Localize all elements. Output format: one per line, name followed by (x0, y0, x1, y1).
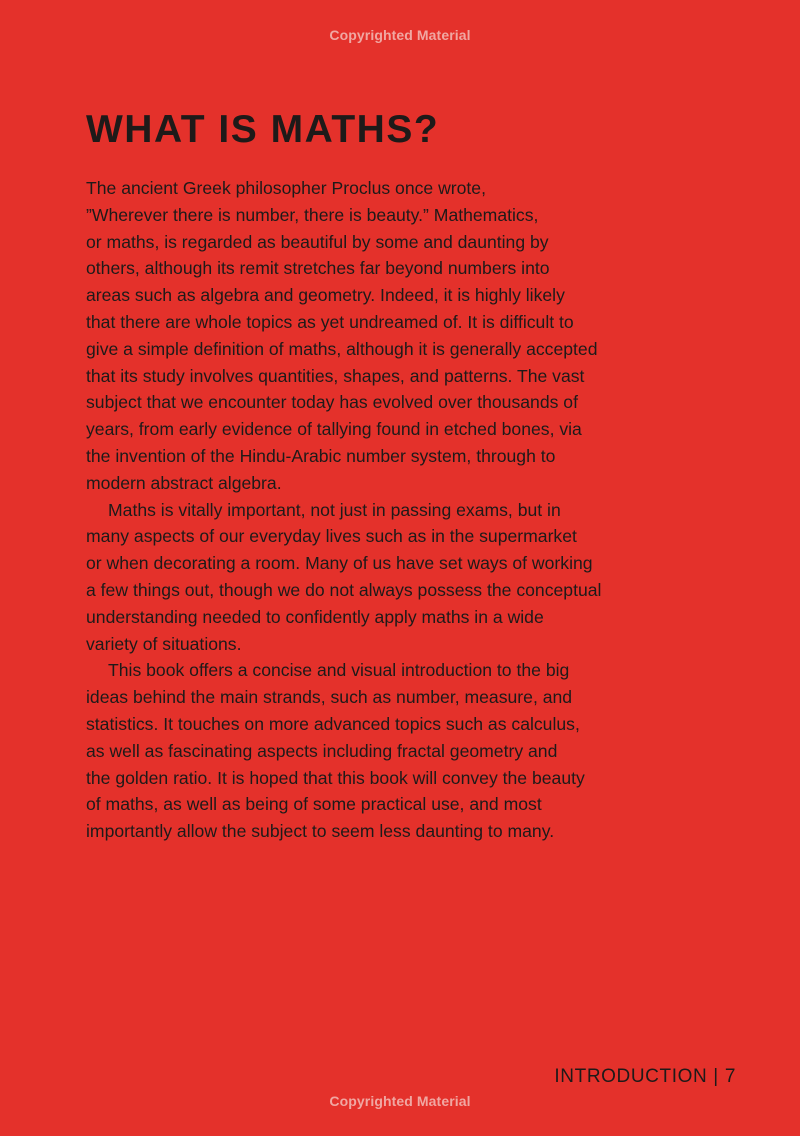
text-line: that there are whole topics as yet undreamed of. It is difficult to (86, 311, 574, 332)
text-line: Maths is vitally important, not just in passing exams, but in (108, 499, 561, 520)
page-number: 7 (724, 1066, 736, 1087)
text-line: of maths, as well as being of some practical use, and most (86, 794, 542, 815)
footer-separator: | (713, 1066, 719, 1087)
text-line: give a simple definition of maths, although it is generally accepted (86, 338, 598, 359)
copyright-watermark-top: Copyrighted Material (329, 27, 471, 43)
text-line: ideas behind the main strands, such as number, measure, and (86, 687, 573, 708)
text-line: ”Wherever there is number, there is beauty.” Mathematics, (86, 204, 539, 225)
text-line: the invention of the Hindu-Arabic number system, through to (86, 445, 556, 466)
paragraph-3 (86, 657, 726, 845)
text-line: This book offers a concise and visual introduction to the big (108, 660, 570, 681)
footer-section-label: INTRODUCTION (554, 1066, 708, 1087)
paragraph-2 (86, 497, 726, 658)
page-title: WHAT IS MATHS? (86, 108, 440, 151)
running-footer (554, 1066, 736, 1088)
copyright-watermark-bottom: Copyrighted Material (329, 1093, 471, 1109)
text-line: as well as fascinating aspects including fractal geometry and (86, 740, 558, 761)
text-line: or when decorating a room. Many of us have set ways of working (86, 553, 593, 574)
text-line: statistics. It touches on more advanced topics such as calculus, (86, 713, 580, 734)
text-line: the golden ratio. It is hoped that this book will convey the beauty (86, 767, 585, 788)
text-line: understanding needed to confidently apply maths in a wide (86, 606, 544, 627)
text-line: variety of situations. (86, 633, 242, 654)
text-line: importantly allow the subject to seem less daunting to many. (86, 821, 555, 842)
text-line: many aspects of our everyday lives such as in the supermarket (86, 526, 577, 547)
text-line: subject that we encounter today has evolved over thousands of (86, 392, 578, 413)
text-line: years, from early evidence of tallying found in etched bones, via (86, 419, 582, 440)
text-line: The ancient Greek philosopher Proclus once wrote, (86, 178, 486, 198)
text-line: modern abstract algebra. (86, 472, 282, 493)
text-line: a few things out, though we do not always possess the conceptual (86, 579, 602, 600)
text-line: or maths, is regarded as beautiful by some and daunting by (86, 231, 549, 252)
text-line: that its study involves quantities, shapes, and patterns. The vast (86, 365, 585, 386)
body-text (86, 175, 726, 845)
text-line: others, although its remit stretches far beyond numbers into (86, 258, 550, 279)
paragraph-1 (86, 175, 726, 497)
text-line: areas such as algebra and geometry. Indeed, it is highly likely (86, 285, 565, 306)
